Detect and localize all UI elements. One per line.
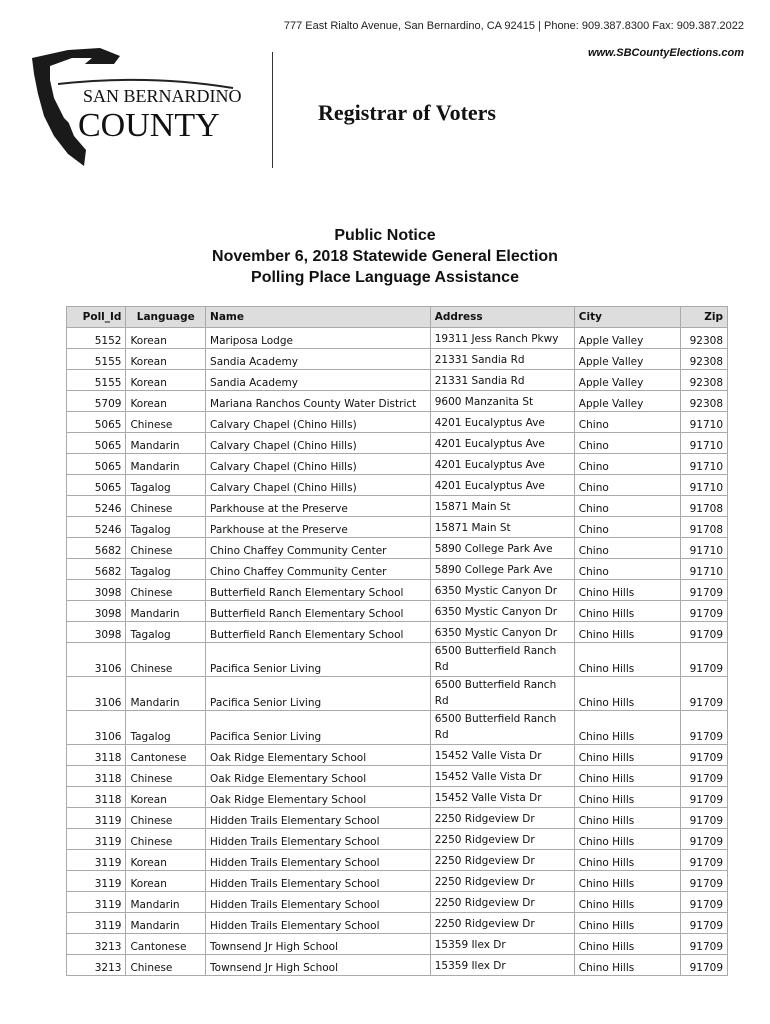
city-cell: Chino Hills <box>574 766 680 787</box>
zip-cell: 91710 <box>680 559 727 580</box>
city-cell: Chino Hills <box>574 677 680 711</box>
address-cell: 6350 Mystic Canyon Dr <box>430 601 574 622</box>
table-body <box>67 328 728 976</box>
poll-id-cell: 3118 <box>67 745 126 766</box>
poll-id-cell: 5246 <box>67 517 126 538</box>
logo-line1: SAN BERNARDINO <box>83 86 242 106</box>
name-cell: Sandia Academy <box>206 370 431 391</box>
language-cell: Tagalog <box>126 559 206 580</box>
zip-cell: 91710 <box>680 538 727 559</box>
address-cell: 15359 Ilex Dr <box>430 955 574 976</box>
language-cell: Cantonese <box>126 934 206 955</box>
poll-id-cell: 5682 <box>67 538 126 559</box>
city-cell: Chino Hills <box>574 643 680 677</box>
city-cell: Apple Valley <box>574 391 680 412</box>
language-cell: Korean <box>126 391 206 412</box>
website-link[interactable]: www.SBCountyElections.com <box>587 47 744 59</box>
city-cell: Chino Hills <box>574 711 680 745</box>
language-cell: Korean <box>126 349 206 370</box>
notice-title: Public Notice <box>334 227 436 244</box>
city-cell: Chino Hills <box>574 934 680 955</box>
language-cell: Cantonese <box>126 745 206 766</box>
table-row <box>67 391 728 412</box>
city-cell: Chino Hills <box>574 871 680 892</box>
city-cell: Chino <box>574 412 680 433</box>
table-row <box>67 412 728 433</box>
name-cell: Mariposa Lodge <box>206 328 431 349</box>
address-cell: 2250 Ridgeview Dr <box>430 913 574 934</box>
address-cell: 6500 Butterfield Ranch Rd <box>430 677 574 711</box>
column-header-poll-id: Poll_Id <box>67 307 126 328</box>
poll-id-cell: 3106 <box>67 643 126 677</box>
poll-id-cell: 5709 <box>67 391 126 412</box>
table-row <box>67 475 728 496</box>
address-cell: 4201 Eucalyptus Ave <box>430 475 574 496</box>
name-cell: Pacifica Senior Living <box>206 711 431 745</box>
table-row <box>67 643 728 677</box>
table-row <box>67 711 728 745</box>
zip-cell: 91709 <box>680 892 727 913</box>
zip-cell: 91709 <box>680 850 727 871</box>
table-row <box>67 850 728 871</box>
language-cell: Korean <box>126 370 206 391</box>
poll-id-cell: 3098 <box>67 622 126 643</box>
address-cell: 15452 Valle Vista Dr <box>430 745 574 766</box>
table-row <box>67 829 728 850</box>
name-cell: Hidden Trails Elementary School <box>206 913 431 934</box>
address-cell: 9600 Manzanita St <box>430 391 574 412</box>
city-cell: Chino Hills <box>574 808 680 829</box>
org-title: Registrar of Voters <box>318 100 496 125</box>
table-row <box>67 433 728 454</box>
table-row <box>67 934 728 955</box>
table-row <box>67 370 728 391</box>
zip-cell: 91710 <box>680 475 727 496</box>
language-cell: Mandarin <box>126 601 206 622</box>
table-header-row <box>67 307 728 328</box>
city-cell: Chino <box>574 496 680 517</box>
table-row <box>67 601 728 622</box>
address-cell: 15452 Valle Vista Dr <box>430 787 574 808</box>
column-header-address: Address <box>430 307 574 328</box>
city-cell: Chino Hills <box>574 745 680 766</box>
city-cell: Apple Valley <box>574 349 680 370</box>
county-logo <box>28 44 248 174</box>
address-cell: 2250 Ridgeview Dr <box>430 871 574 892</box>
city-cell: Chino Hills <box>574 955 680 976</box>
poll-id-cell: 5065 <box>67 454 126 475</box>
zip-cell: 91709 <box>680 766 727 787</box>
column-header-zip: Zip <box>680 307 727 328</box>
language-cell: Chinese <box>126 412 206 433</box>
poll-id-cell: 3118 <box>67 766 126 787</box>
table-row <box>67 454 728 475</box>
table-row <box>67 349 728 370</box>
poll-id-cell: 5152 <box>67 328 126 349</box>
city-cell: Apple Valley <box>574 328 680 349</box>
zip-cell: 91709 <box>680 787 727 808</box>
language-cell: Chinese <box>126 580 206 601</box>
zip-cell: 91709 <box>680 622 727 643</box>
zip-cell: 91709 <box>680 934 727 955</box>
name-cell: Townsend Jr High School <box>206 955 431 976</box>
name-cell: Sandia Academy <box>206 349 431 370</box>
name-cell: Parkhouse at the Preserve <box>206 517 431 538</box>
city-cell: Chino <box>574 559 680 580</box>
zip-cell: 92308 <box>680 349 727 370</box>
name-cell: Hidden Trails Elementary School <box>206 892 431 913</box>
city-cell: Chino Hills <box>574 829 680 850</box>
language-cell: Chinese <box>126 829 206 850</box>
zip-cell: 91709 <box>680 745 727 766</box>
language-cell: Tagalog <box>126 475 206 496</box>
address-cell: 6500 Butterfield Ranch Rd <box>430 711 574 745</box>
zip-cell: 91709 <box>680 601 727 622</box>
poll-id-cell: 3119 <box>67 850 126 871</box>
table-row <box>67 745 728 766</box>
notice-election: November 6, 2018 Statewide General Election <box>212 248 558 265</box>
address-cell: 19311 Jess Ranch Pkwy <box>430 328 574 349</box>
column-header-name: Name <box>206 307 431 328</box>
name-cell: Pacifica Senior Living <box>206 643 431 677</box>
header-divider <box>272 52 273 168</box>
address-cell: 4201 Eucalyptus Ave <box>430 412 574 433</box>
address-cell: 21331 Sandia Rd <box>430 370 574 391</box>
language-cell: Chinese <box>126 496 206 517</box>
city-cell: Chino <box>574 454 680 475</box>
table-row <box>67 955 728 976</box>
zip-cell: 91709 <box>680 871 727 892</box>
zip-cell: 91708 <box>680 517 727 538</box>
zip-cell: 92308 <box>680 391 727 412</box>
polling-place-table <box>66 306 728 976</box>
language-cell: Korean <box>126 850 206 871</box>
address-cell: 21331 Sandia Rd <box>430 349 574 370</box>
poll-id-cell: 5065 <box>67 412 126 433</box>
name-cell: Oak Ridge Elementary School <box>206 745 431 766</box>
name-cell: Hidden Trails Elementary School <box>206 808 431 829</box>
city-cell: Chino Hills <box>574 601 680 622</box>
table-row <box>67 538 728 559</box>
city-cell: Chino Hills <box>574 787 680 808</box>
language-cell: Korean <box>126 328 206 349</box>
name-cell: Oak Ridge Elementary School <box>206 787 431 808</box>
table-row <box>67 622 728 643</box>
poll-id-cell: 3119 <box>67 892 126 913</box>
poll-id-cell: 3119 <box>67 913 126 934</box>
name-cell: Butterfield Ranch Elementary School <box>206 601 431 622</box>
city-cell: Chino Hills <box>574 580 680 601</box>
language-cell: Korean <box>126 871 206 892</box>
contact-line: 777 East Rialto Avenue, San Bernardino, CA 92415 | Phone: 909.387.8300 Fax: 909.387.2022 <box>283 20 744 32</box>
language-cell: Chinese <box>126 808 206 829</box>
language-cell: Tagalog <box>126 622 206 643</box>
language-cell: Mandarin <box>126 454 206 475</box>
city-cell: Chino <box>574 475 680 496</box>
poll-id-cell: 3213 <box>67 955 126 976</box>
name-cell: Townsend Jr High School <box>206 934 431 955</box>
address-cell: 15359 Ilex Dr <box>430 934 574 955</box>
address-cell: 4201 Eucalyptus Ave <box>430 454 574 475</box>
zip-cell: 91710 <box>680 454 727 475</box>
poll-id-cell: 3098 <box>67 601 126 622</box>
column-header-language: Language <box>126 307 206 328</box>
table-row <box>67 871 728 892</box>
table-row <box>67 766 728 787</box>
address-cell: 6350 Mystic Canyon Dr <box>430 622 574 643</box>
name-cell: Mariana Ranchos County Water District <box>206 391 431 412</box>
city-cell: Chino Hills <box>574 913 680 934</box>
zip-cell: 92308 <box>680 328 727 349</box>
table-row <box>67 559 728 580</box>
language-cell: Chinese <box>126 766 206 787</box>
city-cell: Chino <box>574 517 680 538</box>
address-cell: 2250 Ridgeview Dr <box>430 850 574 871</box>
zip-cell: 92308 <box>680 370 727 391</box>
name-cell: Calvary Chapel (Chino Hills) <box>206 475 431 496</box>
name-cell: Butterfield Ranch Elementary School <box>206 580 431 601</box>
address-cell: 15871 Main St <box>430 517 574 538</box>
address-cell: 15871 Main St <box>430 496 574 517</box>
address-cell: 6350 Mystic Canyon Dr <box>430 580 574 601</box>
logo-line2: COUNTY <box>78 107 220 144</box>
table-row <box>67 913 728 934</box>
notice-heading <box>0 225 770 288</box>
city-cell: Chino <box>574 538 680 559</box>
address-cell: 6500 Butterfield Ranch Rd <box>430 643 574 677</box>
name-cell: Hidden Trails Elementary School <box>206 829 431 850</box>
zip-cell: 91709 <box>680 711 727 745</box>
address-cell: 2250 Ridgeview Dr <box>430 808 574 829</box>
notice-subtitle: Polling Place Language Assistance <box>251 269 519 286</box>
name-cell: Parkhouse at the Preserve <box>206 496 431 517</box>
city-cell: Chino Hills <box>574 622 680 643</box>
language-cell: Chinese <box>126 955 206 976</box>
name-cell: Chino Chaffey Community Center <box>206 559 431 580</box>
address-cell: 4201 Eucalyptus Ave <box>430 433 574 454</box>
table-row <box>67 808 728 829</box>
language-cell: Korean <box>126 787 206 808</box>
poll-id-cell: 5246 <box>67 496 126 517</box>
zip-cell: 91709 <box>680 643 727 677</box>
poll-id-cell: 3213 <box>67 934 126 955</box>
table-row <box>67 580 728 601</box>
language-cell: Mandarin <box>126 892 206 913</box>
poll-id-cell: 5065 <box>67 433 126 454</box>
poll-id-cell: 3098 <box>67 580 126 601</box>
zip-cell: 91709 <box>680 677 727 711</box>
table-row <box>67 496 728 517</box>
name-cell: Chino Chaffey Community Center <box>206 538 431 559</box>
name-cell: Hidden Trails Elementary School <box>206 850 431 871</box>
name-cell: Pacifica Senior Living <box>206 677 431 711</box>
table-row <box>67 787 728 808</box>
poll-id-cell: 3119 <box>67 871 126 892</box>
poll-id-cell: 5065 <box>67 475 126 496</box>
city-cell: Chino Hills <box>574 850 680 871</box>
address-cell: 5890 College Park Ave <box>430 538 574 559</box>
table-row <box>67 517 728 538</box>
language-cell: Chinese <box>126 643 206 677</box>
poll-id-cell: 3118 <box>67 787 126 808</box>
address-cell: 2250 Ridgeview Dr <box>430 829 574 850</box>
address-cell: 5890 College Park Ave <box>430 559 574 580</box>
poll-id-cell: 5155 <box>67 370 126 391</box>
address-cell: 15452 Valle Vista Dr <box>430 766 574 787</box>
language-cell: Tagalog <box>126 711 206 745</box>
table-row <box>67 892 728 913</box>
column-header-city: City <box>574 307 680 328</box>
city-cell: Chino Hills <box>574 892 680 913</box>
language-cell: Mandarin <box>126 913 206 934</box>
language-cell: Chinese <box>126 538 206 559</box>
language-cell: Tagalog <box>126 517 206 538</box>
name-cell: Butterfield Ranch Elementary School <box>206 622 431 643</box>
zip-cell: 91709 <box>680 829 727 850</box>
poll-id-cell: 3106 <box>67 677 126 711</box>
poll-id-cell: 3119 <box>67 808 126 829</box>
name-cell: Calvary Chapel (Chino Hills) <box>206 433 431 454</box>
language-cell: Mandarin <box>126 677 206 711</box>
address-cell: 2250 Ridgeview Dr <box>430 892 574 913</box>
zip-cell: 91710 <box>680 412 727 433</box>
name-cell: Calvary Chapel (Chino Hills) <box>206 454 431 475</box>
poll-id-cell: 5155 <box>67 349 126 370</box>
poll-id-cell: 3119 <box>67 829 126 850</box>
poll-id-cell: 3106 <box>67 711 126 745</box>
name-cell: Calvary Chapel (Chino Hills) <box>206 412 431 433</box>
language-cell: Mandarin <box>126 433 206 454</box>
zip-cell: 91709 <box>680 808 727 829</box>
zip-cell: 91710 <box>680 433 727 454</box>
city-cell: Apple Valley <box>574 370 680 391</box>
name-cell: Oak Ridge Elementary School <box>206 766 431 787</box>
table-row <box>67 328 728 349</box>
poll-id-cell: 5682 <box>67 559 126 580</box>
zip-cell: 91709 <box>680 913 727 934</box>
zip-cell: 91709 <box>680 580 727 601</box>
zip-cell: 91708 <box>680 496 727 517</box>
zip-cell: 91709 <box>680 955 727 976</box>
table-row <box>67 677 728 711</box>
name-cell: Hidden Trails Elementary School <box>206 871 431 892</box>
city-cell: Chino <box>574 433 680 454</box>
